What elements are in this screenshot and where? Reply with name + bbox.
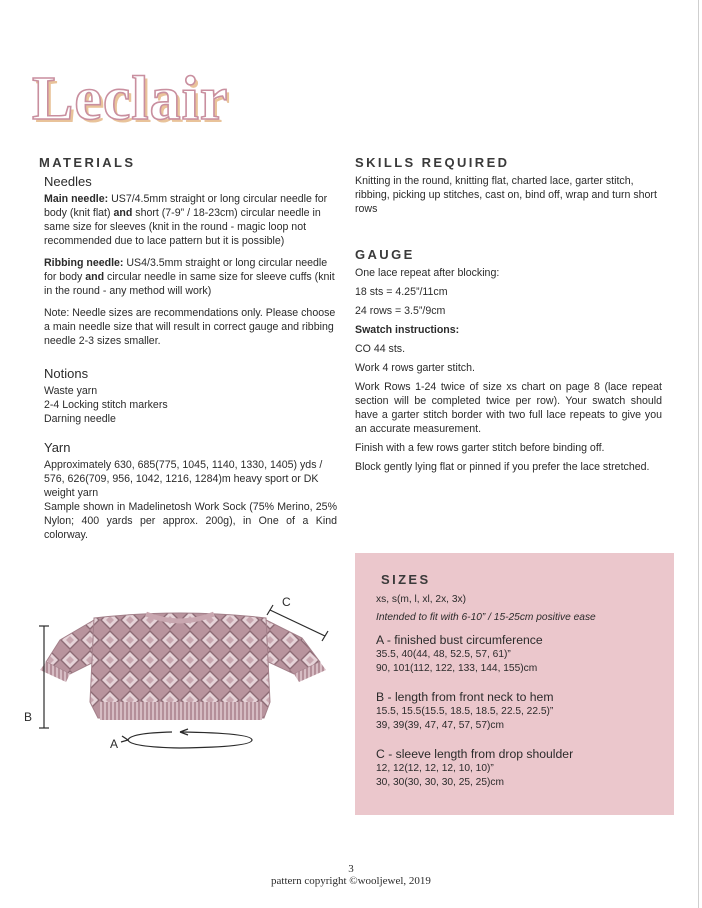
main-needle-text: [44, 192, 337, 248]
notions-item: Darning needle: [44, 413, 116, 425]
swatch-heading: Swatch instructions:: [355, 324, 460, 336]
dimension-b-label: B: [24, 710, 33, 724]
ribbing-needle-desc-1: US4/3.5mm straight or long circular needle for body: [44, 257, 328, 283]
main-needle-and: and: [113, 207, 133, 219]
ribbing-needle-and: and: [85, 271, 105, 283]
dimension-a-loop: [128, 732, 252, 748]
measurement-label: C - sleeve length from drop shoulder: [376, 747, 574, 761]
measurement-imperial: 12, 12(12, 12, 12, 10, 10)”: [376, 763, 494, 774]
swatch-step: Block gently lying flat or pinned if you prefer the lace stretched.: [355, 461, 650, 473]
skills-text: Knitting in the round, knitting flat, charted lace, garter stitch, ribbing, picking up stitches, cast on, bind off, wrap and turn short rows: [355, 175, 657, 215]
yarn-amount: Approximately 630, 685(775, 1045, 1140, 1330, 1405) yds / 576, 626(709, 956, 1042, 1216, 1284)m heavy sport or DK weight yarn: [44, 459, 323, 499]
copyright-text: pattern copyright ©wooljewel, 2019: [271, 875, 431, 887]
page-number: 3: [348, 863, 354, 875]
sizes-box: [355, 553, 674, 815]
gauge-heading: GAUGE: [355, 247, 415, 262]
needles-heading: Needles: [44, 174, 92, 189]
measurement-metric: 39, 39(39, 47, 47, 57, 57)cm: [376, 720, 504, 731]
yarn-sample: Sample shown in Madelinetosh Work Sock (75% Merino, 25% Nylon; 400 yards per approx. 200g), in One of a Kind colorway.: [44, 501, 337, 541]
sweater-schematic: [20, 590, 340, 760]
pattern-title: Leclair: [32, 65, 229, 133]
gauge-intro: One lace repeat after blocking:: [355, 267, 500, 279]
main-needle-desc-2: short (7-9” / 18-23cm) circular needle in same size for sleeves (knit in the round - magic loop not recommended due to lace pattern but it is possible): [44, 207, 321, 247]
measurement-label: B - length from front neck to hem: [376, 690, 554, 704]
dimension-c-label: C: [282, 595, 291, 609]
ribbing-needle-text: [44, 256, 337, 298]
swatch-step: Work Rows 1-24 twice of size xs chart on page 8 (lace repeat section will be completed twice per row). Your swatch should have a garter stitch border with two full lace repeats to give you an accurate measurement.: [355, 381, 662, 435]
measurement-metric: 30, 30(30, 30, 30, 25, 25)cm: [376, 777, 504, 788]
notions-item: Waste yarn: [44, 385, 98, 397]
swatch-step: Finish with a few rows garter stitch before binding off.: [355, 442, 605, 454]
materials-column: [39, 155, 337, 550]
skills-gauge-column: [355, 155, 662, 479]
materials-heading: MATERIALS: [39, 155, 136, 170]
measurement-label: A - finished bust circumference: [376, 633, 543, 647]
page-edge-line: [698, 0, 699, 908]
notions-heading: Notions: [44, 366, 89, 381]
needle-note: Note: Needle sizes are recommendations only. Please choose a main needle size that will result in correct gauge and ribbing needle 2-3 sizes smaller.: [44, 307, 336, 347]
swatch-step: Work 4 rows garter stitch.: [355, 362, 475, 374]
measurement-imperial: 15.5, 15.5(15.5, 18.5, 18.5, 22.5, 22.5)”: [376, 706, 554, 717]
swatch-step: CO 44 sts.: [355, 343, 406, 355]
notions-item: 2-4 Locking stitch markers: [44, 399, 168, 411]
main-needle-desc-1: US7/4.5mm straight or long circular needle for body (knit flat): [44, 193, 328, 219]
gauge-rows: 24 rows = 3.5”/9cm: [355, 305, 446, 317]
dimension-a-label: A: [110, 737, 119, 751]
ribbing-needle-label: Ribbing needle:: [44, 257, 124, 269]
sizes-heading: SIZES: [381, 572, 431, 587]
sizes-list: xs, s(m, l, xl, 2x, 3x): [376, 594, 466, 605]
skills-heading: SKILLS REQUIRED: [355, 155, 510, 170]
main-needle-label: Main needle:: [44, 193, 109, 205]
yarn-heading: Yarn: [44, 440, 71, 455]
measurement-imperial: 35.5, 40(44, 48, 52.5, 57, 61)”: [376, 649, 511, 660]
measurement-metric: 90, 101(112, 122, 133, 144, 155)cm: [376, 663, 538, 674]
hem-ribbing: [100, 702, 262, 720]
ribbing-needle-desc-2: circular needle in same size for sleeve cuffs (knit in the round - any method will work): [44, 271, 335, 297]
sizes-ease: Intended to fit with 6-10” / 15-25cm positive ease: [376, 612, 596, 623]
gauge-stitches: 18 sts = 4.25”/11cm: [355, 286, 448, 298]
